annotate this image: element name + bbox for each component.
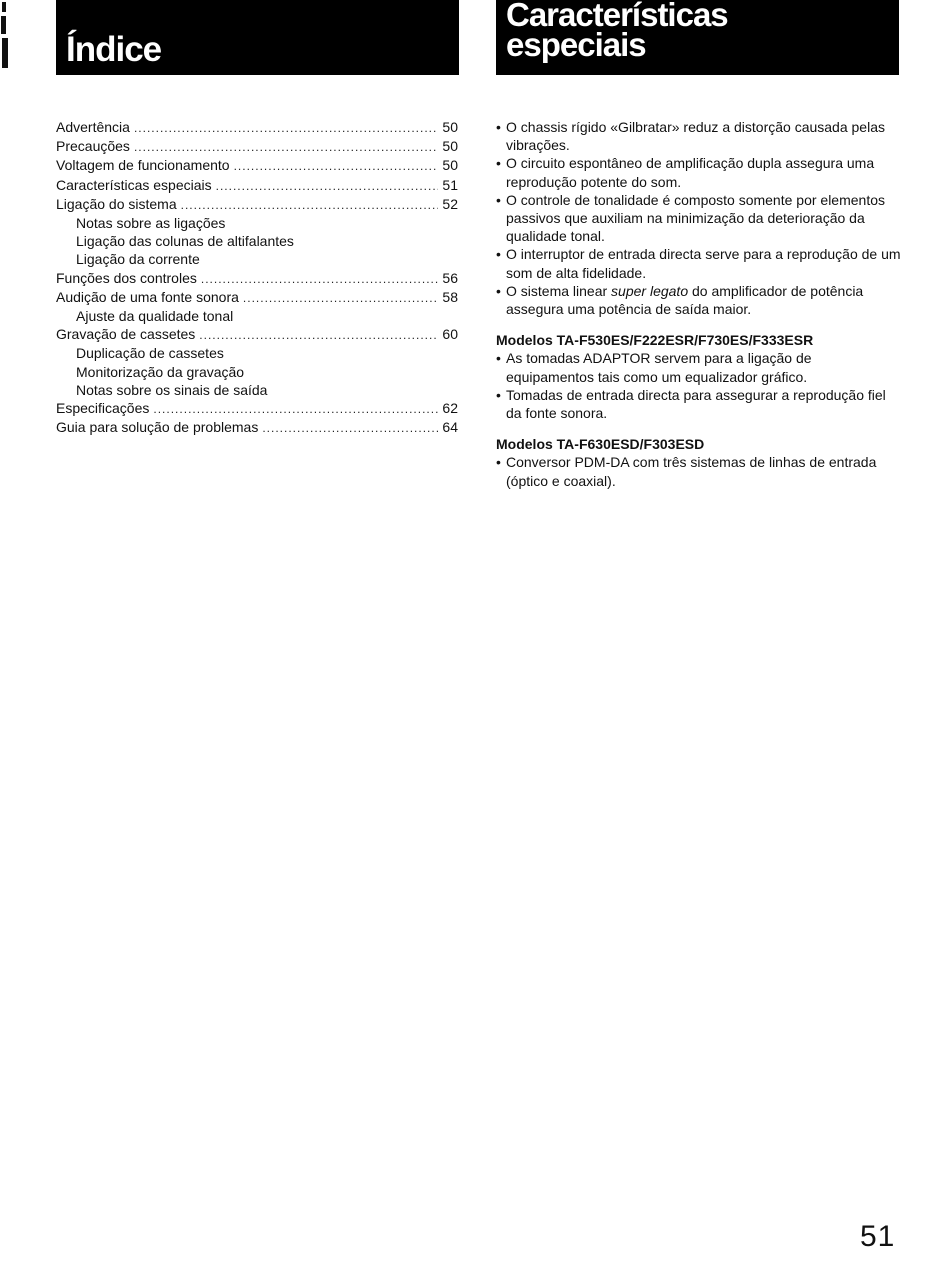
toc-entry-label: Voltagem de funcionamento [56,157,230,174]
toc-subentry[interactable]: Notas sobre os sinais de saída [76,381,268,398]
toc-entry-page: 52 [442,195,458,212]
toc-leader [234,157,439,175]
index-banner [56,0,459,75]
bullet: • [496,454,501,471]
toc-entry[interactable] [56,176,458,195]
toc-entry[interactable] [56,137,458,156]
feature-item [496,386,901,422]
toc-leader [243,289,439,307]
feature-item [496,245,901,281]
feature-text-pre: O sistema linear [506,282,612,299]
toc-entry-label: Ligação do sistema [56,195,177,212]
toc-subentry[interactable]: Monitorização da gravação [76,363,245,380]
feature-item [496,191,901,246]
toc-entry-page: 50 [442,138,458,155]
toc-entry-label: Características especiais [56,176,212,193]
toc-subentry[interactable]: Notas sobre as ligações [76,215,226,232]
feature-text: O circuito espontâneo de amplificação dupla assegura uma reprodução potente do som. [506,155,875,190]
toc-leader [134,119,438,137]
toc-entry-label: Advertência [56,119,130,135]
toc-leader [201,270,439,288]
models-feature-list [496,349,901,422]
toc-leader [153,400,438,418]
bullet: • [496,386,501,403]
feature-item [496,154,901,190]
toc-entry-page: 64 [442,419,458,436]
page-number: 51 [860,1220,896,1253]
general-features-list [496,118,901,318]
toc-entry-label: Guia para solução de problemas [56,419,259,436]
features-title-line1: Características [506,0,728,33]
feature-item [496,118,901,154]
models-section-heading: Modelos TA-F530ES/F222ESR/F730ES/F333ESR [496,332,814,349]
feature-text-post: do amplificador de potência assegura uma potência de saída maior. [506,282,864,318]
models-feature-list [496,453,901,489]
toc-subentry[interactable]: Ligação das colunas de altifalantes [76,233,294,250]
toc-entry[interactable] [56,156,458,175]
feature-text: O interruptor de entrada directa serve para a reprodução de um som de alta fidelidade. [506,246,901,281]
toc-leader [262,419,438,437]
toc-entry[interactable] [56,418,458,437]
feature-text: Conversor PDM-DA com três sistemas de linhas de entrada (óptico e coaxial). [506,454,877,489]
toc-leader [134,138,438,156]
toc-entry-label: Especificações [56,400,150,417]
toc-entry[interactable] [56,399,458,418]
toc-leader [216,177,439,195]
toc-leader [181,196,439,214]
toc-entry[interactable] [56,195,458,214]
bullet: • [496,119,501,135]
toc-entry-page: 51 [442,176,458,193]
feature-text-emphasis: super legato [611,282,689,299]
toc-entry[interactable] [56,269,458,288]
feature-text: As tomadas ADAPTOR servem para a ligação de equipamentos tais como um equalizador gráfico. [506,350,812,385]
toc-entry-page: 60 [442,326,458,343]
feature-text: Tomadas de entrada directa para assegurar a reprodução fiel da fonte sonora. [506,386,886,422]
bullet: • [496,246,501,263]
toc-entry-page: 56 [442,269,458,286]
models-section-heading: Modelos TA-F630ESD/F303ESD [496,436,705,453]
index-title: Índice [66,30,162,69]
features-title-line2: especiais [506,26,646,63]
special-features [496,118,901,490]
toc-entry[interactable] [56,325,458,344]
binding-mark [0,0,8,80]
toc-entry[interactable] [56,118,458,137]
toc-entry[interactable] [56,288,458,307]
toc-entry-page: 50 [442,119,458,135]
toc-subentry[interactable]: Ligação da corrente [76,251,200,268]
bullet: • [496,350,501,367]
bullet: • [496,282,501,299]
bullet: • [496,155,501,172]
toc-entry-label: Audição de uma fonte sonora [56,288,239,305]
toc-entry-page: 58 [442,288,458,305]
feature-item [496,282,901,318]
toc-entry-page: 62 [442,400,458,417]
table-of-contents [56,118,458,437]
toc-leader [199,326,438,344]
feature-item [496,349,901,385]
feature-text: O chassis rígido «Gilbratar» reduz a distorção causada pelas vibrações. [506,119,885,154]
bullet: • [496,191,501,208]
toc-entry-page: 50 [442,157,458,174]
feature-text: O controle de tonalidade é composto somente por elementos passivos que auxiliam na minimização da deterioração da qualidade tonal. [506,191,886,245]
toc-subentry[interactable]: Duplicação de cassetes [76,345,224,362]
toc-entry-label: Funções dos controles [56,269,197,286]
features-banner [496,0,899,75]
toc-entry-label: Gravação de cassetes [56,326,196,343]
toc-entry-label: Precauções [56,138,130,155]
feature-item [496,453,901,489]
toc-subentry[interactable]: Ajuste da qualidade tonal [76,308,234,325]
features-title [506,0,728,63]
